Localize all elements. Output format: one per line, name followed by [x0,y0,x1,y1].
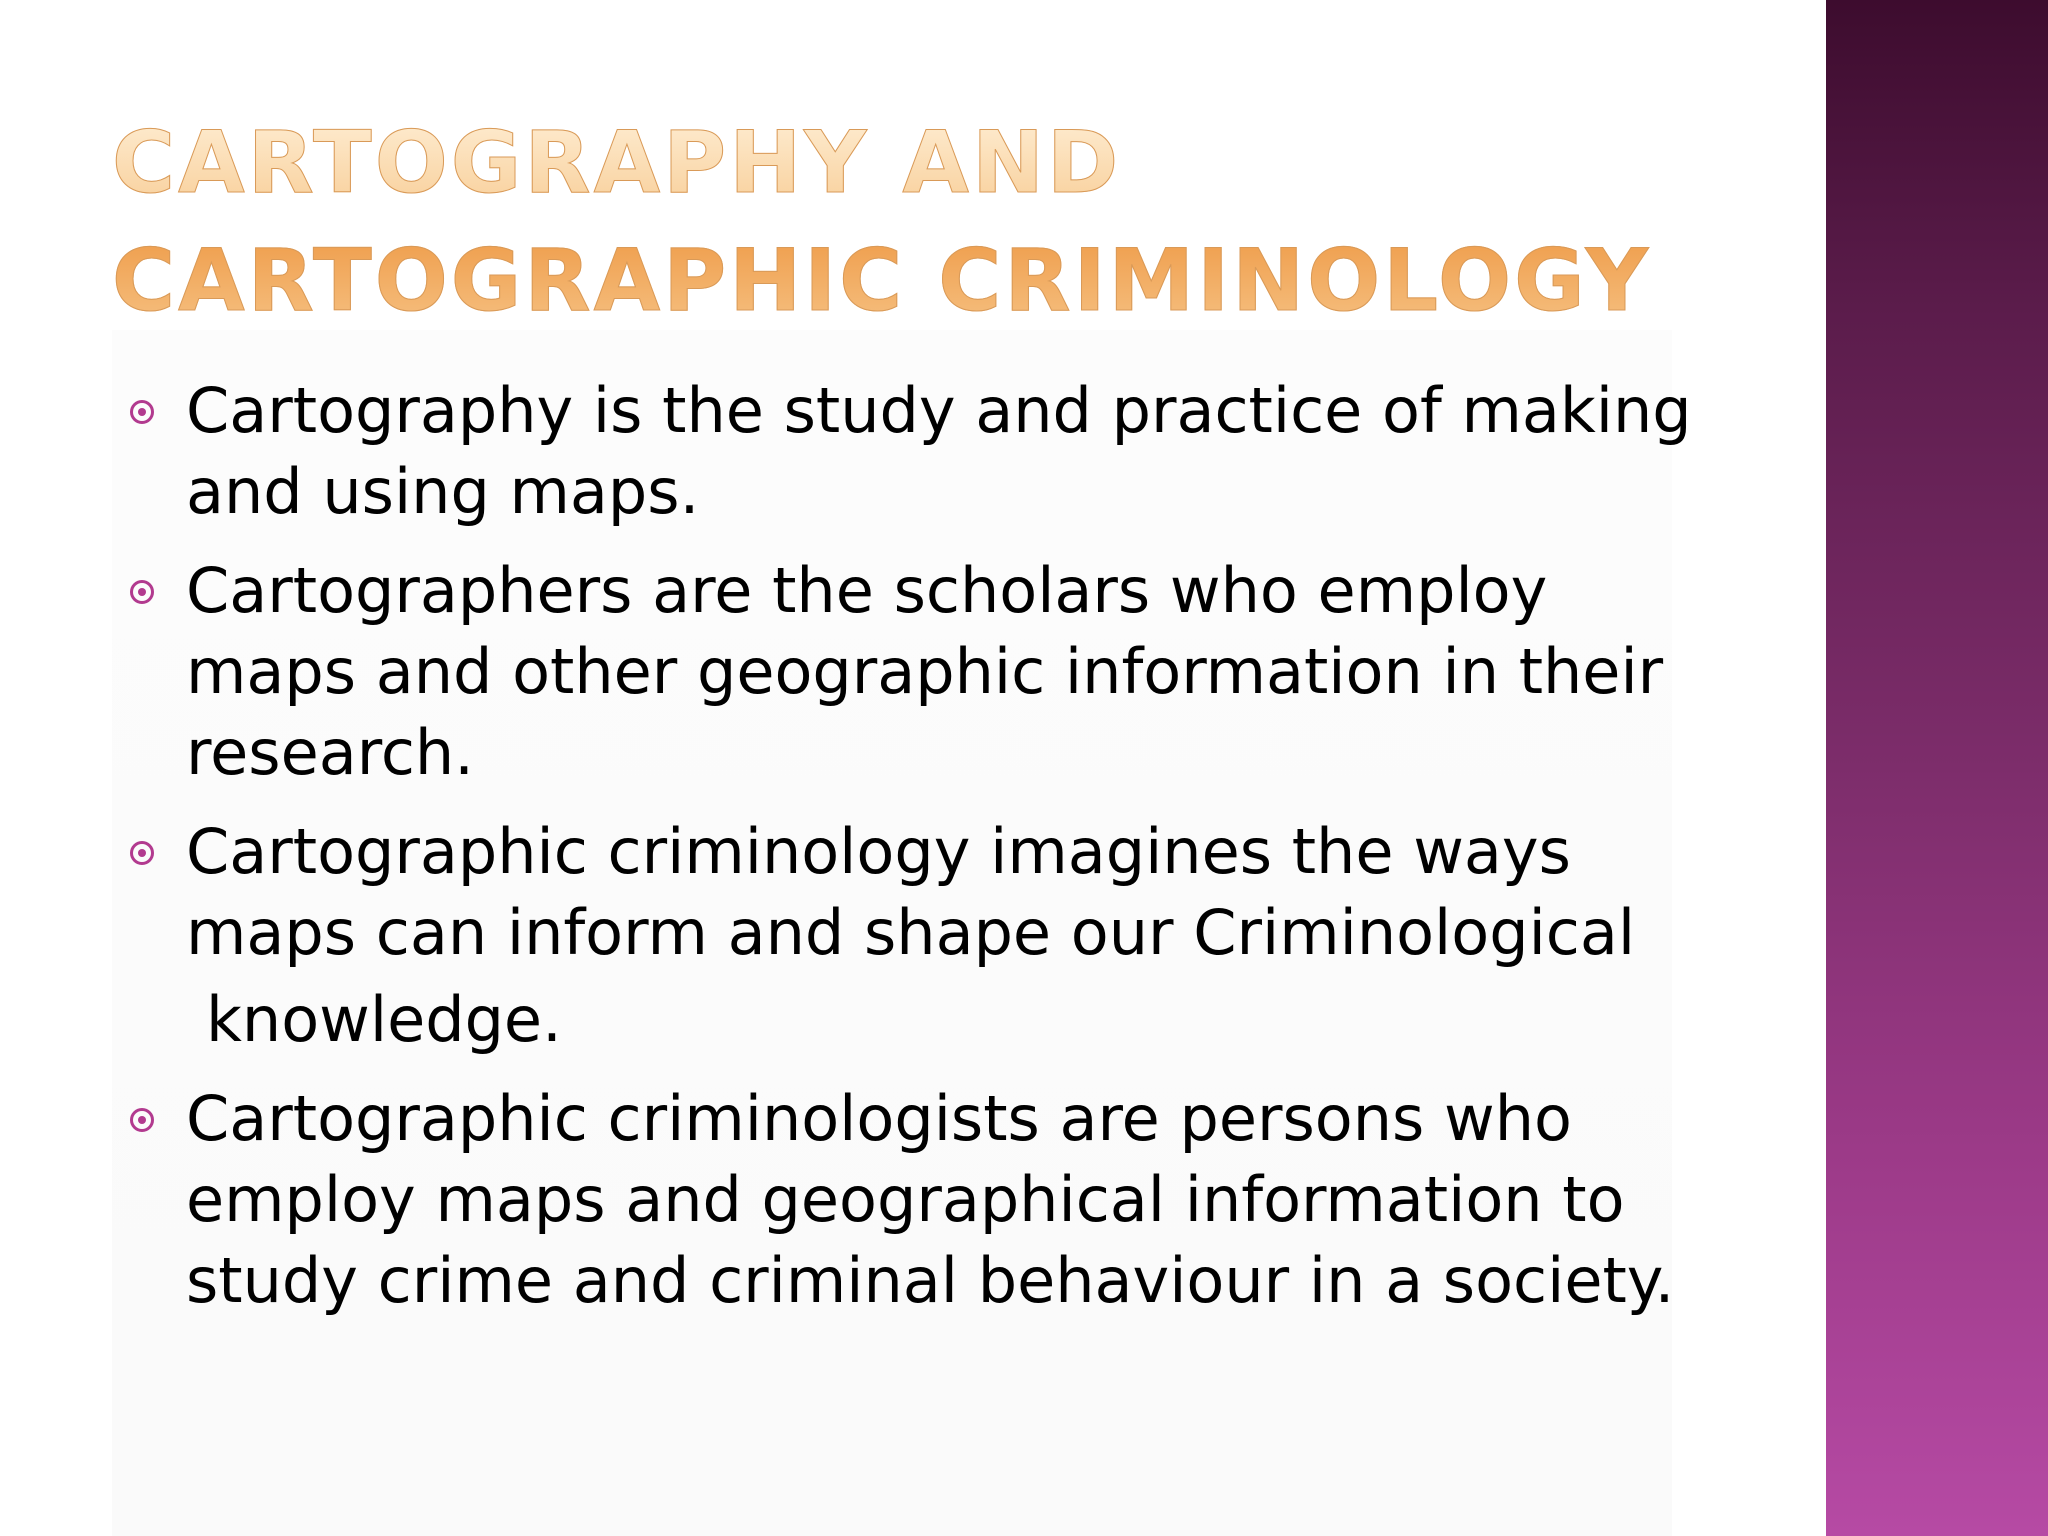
bullet-text: Cartography is the study and practice of making and using maps. [186,374,1692,528]
bullet-item [126,370,1726,532]
bullet-text: Cartographers are the scholars who employ maps and other geographic information in their research. [186,554,1664,789]
circled-dot-bullet-icon [130,841,154,865]
slide-title: CARTOGRAPHY AND CARTOGRAPHIC CRIMINOLOGY [112,104,1792,340]
bullet-list [126,370,1726,1339]
decorative-side-bar [1826,0,2048,1536]
bullet-text: Cartographic criminology imagines the ways maps can inform and shape our Criminological [186,815,1636,969]
circled-dot-bullet-icon [130,580,154,604]
bullet-text: Cartographic criminologists are persons who employ maps and geographical information to study crime and criminal behaviour in a society. [186,1082,1675,1317]
bullet-item [126,1078,1726,1321]
circled-dot-bullet-icon [130,1108,154,1132]
bullet-item [126,550,1726,793]
circled-dot-bullet-icon [130,400,154,424]
bullet-continuation-text: knowledge. [206,983,562,1056]
bullet-item [126,811,1726,1060]
